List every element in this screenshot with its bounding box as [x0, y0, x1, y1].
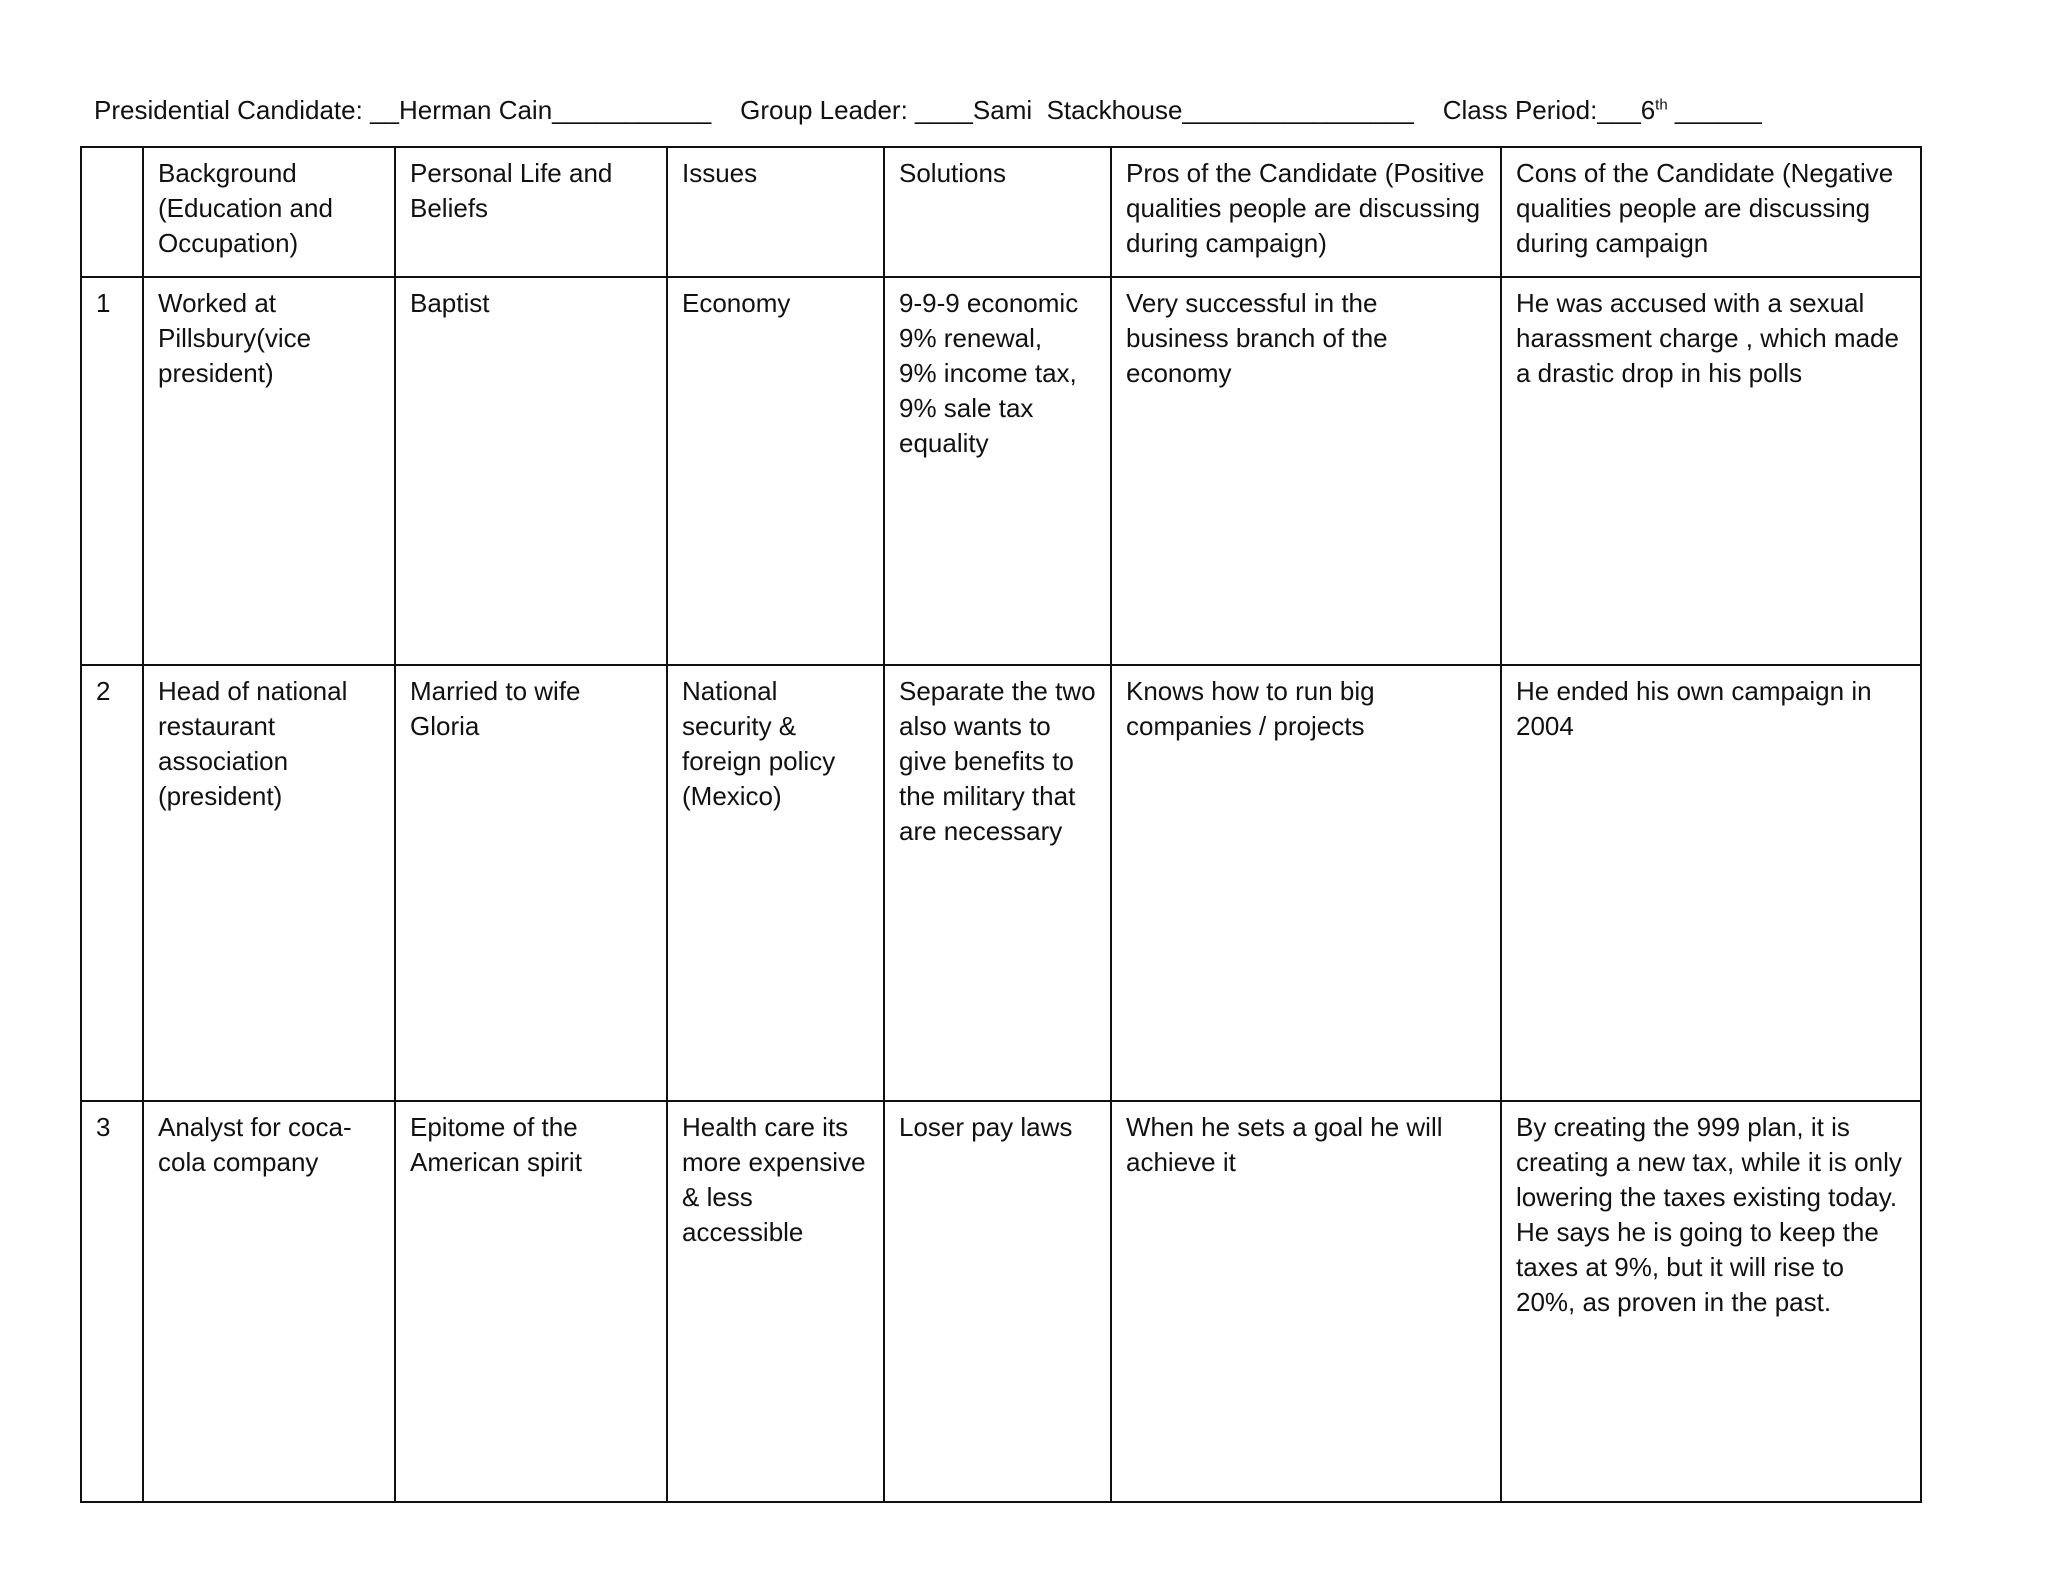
background-cell: Analyst for coca-cola company	[143, 1101, 395, 1502]
pros-cell: Very successful in the business branch of the economy	[1111, 277, 1501, 665]
worksheet-header	[94, 94, 1762, 126]
background-cell: Head of national restaurant association (president)	[143, 665, 395, 1101]
personal-cell: Married to wife Gloria	[395, 665, 667, 1101]
candidate-table	[80, 146, 1922, 1503]
solutions-cell: 9-9-9 economic 9% renewal, 9% income tax, 9% sale tax equality	[884, 277, 1111, 665]
issues-cell: Economy	[667, 277, 884, 665]
candidate-label: Presidential Candidate:	[94, 95, 363, 125]
table-header-row	[81, 147, 1921, 277]
row-number: 3	[81, 1101, 143, 1502]
header-cell-cons: Cons of the Candidate (Negative qualities people are discussing during campaign	[1501, 147, 1921, 277]
cons-cell: By creating the 999 plan, it is creating a new tax, while it is only lowering the taxes existing today. He says he is going to keep the taxes at 9%, but it will rise to 20%, as proven in the past.	[1501, 1101, 1921, 1502]
period-label: Class Period:	[1442, 95, 1598, 125]
row-number: 1	[81, 277, 143, 665]
pros-cell: Knows how to run big companies / projects	[1111, 665, 1501, 1101]
period-suffix: ______	[1667, 95, 1762, 125]
solutions-cell: Loser pay laws	[884, 1101, 1111, 1502]
solutions-cell: Separate the two also wants to give benefits to the military that are necessary	[884, 665, 1111, 1101]
issues-cell: National security & foreign policy (Mexico)	[667, 665, 884, 1101]
header-cell-background: Background (Education and Occupation)	[143, 147, 395, 277]
leader-value: ____Sami Stackhouse________________	[915, 95, 1414, 125]
header-cell-issues: Issues	[667, 147, 884, 277]
issues-cell: Health care its more expensive & less accessible	[667, 1101, 884, 1502]
leader-label: Group Leader:	[740, 95, 908, 125]
row-number: 2	[81, 665, 143, 1101]
header-cell-number	[81, 147, 143, 277]
personal-cell: Epitome of the American spirit	[395, 1101, 667, 1502]
background-cell: Worked at Pillsbury(vice president)	[143, 277, 395, 665]
cons-cell: He was accused with a sexual harassment charge , which made a drastic drop in his polls	[1501, 277, 1921, 665]
candidate-value: __Herman Cain___________	[370, 95, 712, 125]
header-cell-solutions: Solutions	[884, 147, 1111, 277]
table-row	[81, 1101, 1921, 1502]
pros-cell: When he sets a goal he will achieve it	[1111, 1101, 1501, 1502]
table-row	[81, 277, 1921, 665]
period-superscript: th	[1655, 96, 1668, 114]
header-cell-pros: Pros of the Candidate (Positive qualities people are discussing during campaign)	[1111, 147, 1501, 277]
table-row	[81, 665, 1921, 1101]
personal-cell: Baptist	[395, 277, 667, 665]
period-value: ___6	[1597, 95, 1656, 125]
header-cell-personal: Personal Life and Beliefs	[395, 147, 667, 277]
cons-cell: He ended his own campaign in 2004	[1501, 665, 1921, 1101]
